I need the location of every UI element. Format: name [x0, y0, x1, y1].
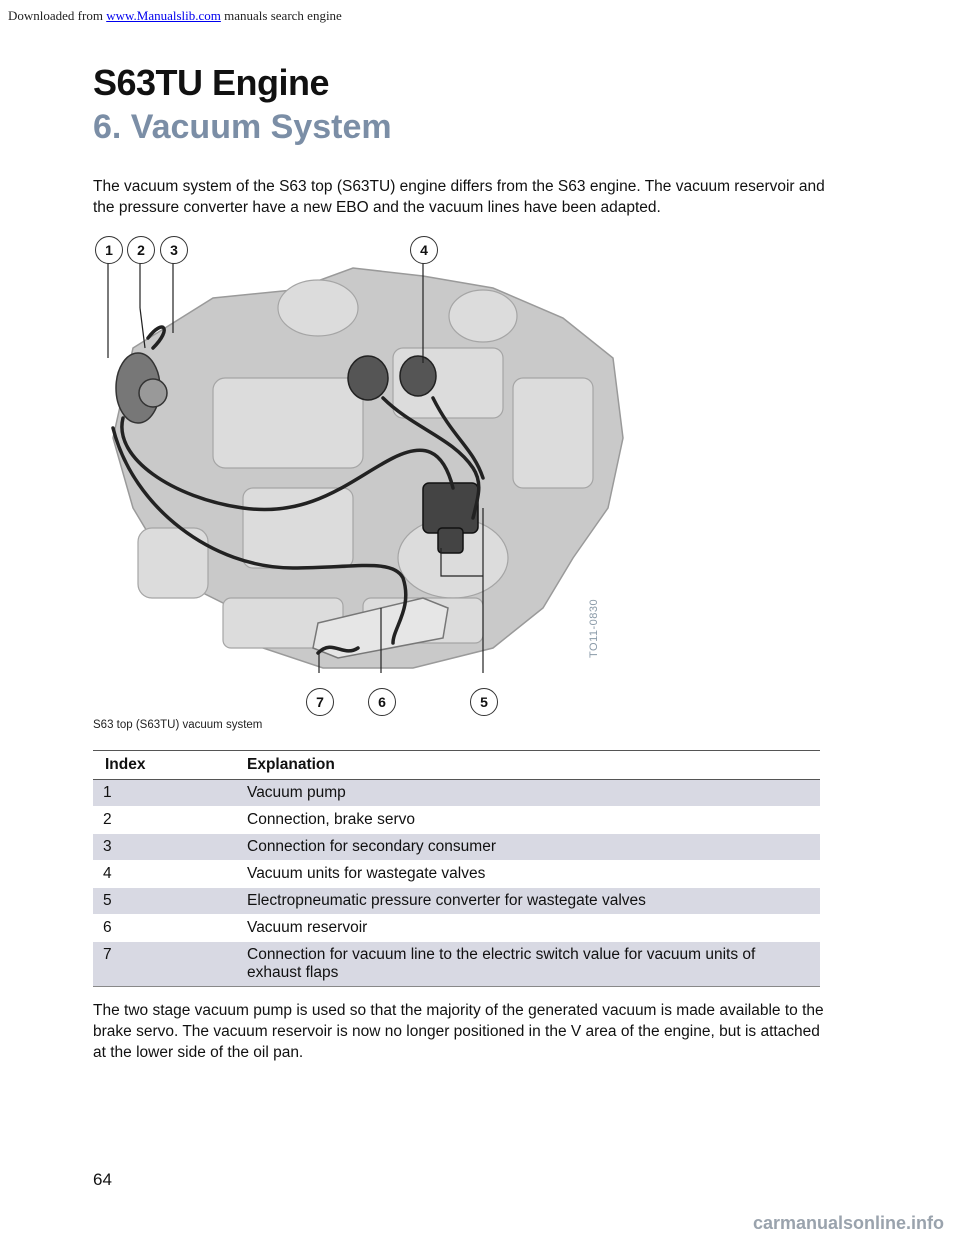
table-row	[93, 861, 820, 888]
header-index: Index	[93, 751, 235, 780]
download-suffix: manuals search engine	[224, 8, 342, 23]
row-explanation: Connection, brake servo	[235, 807, 820, 834]
row-index: 2	[93, 807, 235, 834]
table-row	[93, 834, 820, 861]
callout-6: 6	[368, 688, 396, 716]
table-row	[93, 942, 820, 987]
row-index: 1	[93, 780, 235, 807]
row-explanation: Vacuum pump	[235, 780, 820, 807]
table-row	[93, 915, 820, 942]
callout-2: 2	[127, 236, 155, 264]
table-row	[93, 780, 820, 807]
callout-1: 1	[95, 236, 123, 264]
callout-3: 3	[160, 236, 188, 264]
manualslib-link[interactable]: www.Manualslib.com	[106, 8, 221, 23]
table-row	[93, 888, 820, 915]
row-index: 7	[93, 942, 235, 987]
engine-figure	[93, 228, 653, 718]
figure-caption: S63 top (S63TU) vacuum system	[93, 719, 263, 731]
row-index: 4	[93, 861, 235, 888]
row-index: 6	[93, 915, 235, 942]
page-title: S63TU Engine	[93, 62, 330, 103]
callout-7: 7	[306, 688, 334, 716]
header-explanation: Explanation	[235, 751, 820, 780]
download-bar	[8, 8, 342, 24]
footer-watermark: carmanualsonline.info	[752, 1213, 944, 1233]
row-explanation: Vacuum units for wastegate valves	[235, 861, 820, 888]
figure-code: TO11-0830	[588, 598, 600, 658]
row-explanation: Connection for secondary consumer	[235, 834, 820, 861]
callout-4: 4	[410, 236, 438, 264]
row-explanation: Connection for vacuum line to the electric switch value for vacuum units of exhaust flaps	[235, 942, 820, 987]
engine-illustration	[93, 228, 653, 718]
table-header-row	[93, 751, 820, 780]
index-table	[93, 750, 820, 987]
callout-5: 5	[470, 688, 498, 716]
row-explanation: Electropneumatic pressure converter for wastegate valves	[235, 888, 820, 915]
row-index: 5	[93, 888, 235, 915]
page-number: 64	[93, 1170, 112, 1189]
closing-paragraph: The two stage vacuum pump is used so that the majority of the generated vacuum is made available to the brake servo. The vacuum reservoir is now no longer positioned in the V area of the engine, but is attached at the lower side of the oil pan.	[93, 1002, 824, 1061]
table-row	[93, 807, 820, 834]
section-title: 6. Vacuum System	[93, 108, 392, 146]
intro-paragraph: The vacuum system of the S63 top (S63TU) engine differs from the S63 engine. The vacuum reservoir and the pressure converter have a new EBO and the vacuum lines have been adapted.	[93, 178, 825, 216]
row-index: 3	[93, 834, 235, 861]
download-prefix: Downloaded from	[8, 8, 103, 23]
row-explanation: Vacuum reservoir	[235, 915, 820, 942]
